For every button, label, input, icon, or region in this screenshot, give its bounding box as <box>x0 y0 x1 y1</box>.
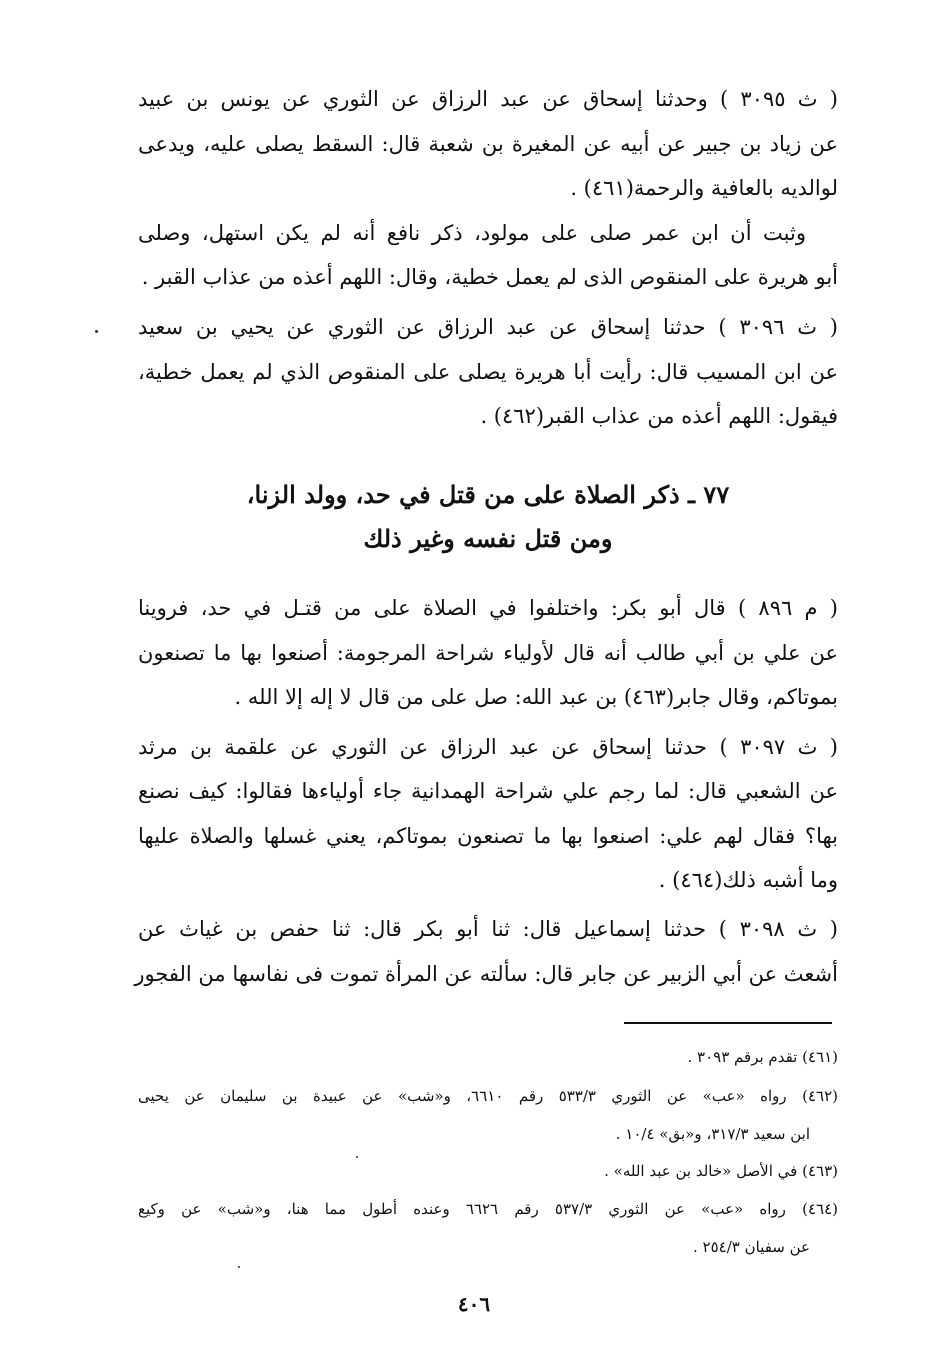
section-heading-line-1: ٧٧ ـ ذكر الصلاة على من قتل في حد، وولد الزنا، <box>246 480 730 509</box>
footnote-line: (٤٦٢) رواه «عب» عن الثوري ٥٣٣/٣ رقم ٦٦١٠، و«شب» عن عبيدة بن سليمان عن يحيى <box>138 1087 839 1105</box>
section-heading-line-2: ومن قتل نفسه وغير ذلك <box>363 524 613 553</box>
body-line: ( ث ٣٠٩٥ ) وحدثنا إسحاق عن عبد الرزاق عن الثوري عن يونس بن عبيد <box>138 87 838 111</box>
body-line: ( ث ٣٠٩٦ ) حدثنا إسحاق عن عبد الرزاق عن الثوري عن يحيي بن سعيد <box>138 315 838 339</box>
body-line: وثبت أن ابن عمر صلى على مولود، ذكر نافع أنه لم يكن استهل، وصلى <box>138 221 806 245</box>
body-line: أبو هريرة على المنقوص الذى لم يعمل خطية، وقال: اللهم أعذه من عذاب القبر . <box>141 265 838 289</box>
scan-speck <box>238 1266 240 1268</box>
body-line: أشعث عن أبي الزبير عن جابر قال: سألته عن المرأة تموت فى نفاسها من الفجور <box>134 962 838 986</box>
body-line: عن علي بن أبي طالب أنه قال لأولياء شراحة المرجومة: أصنعوا بها ما تصنعون <box>138 641 838 665</box>
footnote-line: عن سفيان ٢٥٤/٣ . <box>692 1238 810 1256</box>
scan-speck <box>95 330 98 333</box>
body-line: بموتاكم، وقال جابر(٤٦٣) بن عبد الله: صل على من قال لا إله إلا الله . <box>234 685 838 709</box>
body-line: ( ث ٣٠٩٧ ) حدثنا إسحاق عن عبد الرزاق عن الثوري عن علقمة بن مرثد <box>138 735 838 759</box>
page-number: ٤٠٦ <box>457 1292 491 1316</box>
footnote-line: (٤٦١) تقدم برقم ٣٠٩٣ . <box>687 1048 838 1066</box>
body-line: وما أشبه ذلك(٤٦٤) . <box>658 868 838 892</box>
footnote-line: (٤٦٣) في الأصل «خالد بن عبد الله» . <box>604 1162 838 1180</box>
body-line: ( م ٨٩٦ ) قال أبو بكر: واختلفوا في الصلاة على من قتـل في حد، فروينا <box>138 596 838 620</box>
footnote-separator <box>624 1022 832 1024</box>
body-line: ( ث ٣٠٩٨ ) حدثنا إسماعيل قال: ثنا أبو بكر قال: ثنا حفص بن غياث عن <box>138 917 838 941</box>
footnote-line: ابن سعيد ٣١٧/٣، و«بق» ١٠/٤ . <box>615 1125 810 1143</box>
body-line: عن الشعبي قال: لما رجم علي شراحة الهمدانية جاء أولياءها فقالوا: كيف نصنع <box>138 779 838 803</box>
body-line: فيقول: اللهم أعذه من عذاب القبر(٤٦٢) . <box>480 404 838 428</box>
body-line: لوالديه بالعافية والرحمة(٤٦١) . <box>570 176 838 200</box>
footnote-line: (٤٦٤) رواه «عب» عن الثوري ٥٣٧/٣ رقم ٦٦٢٦ وعنده أطول مما هنا، و«شب» عن وكيع <box>138 1200 838 1218</box>
scan-speck <box>356 1156 358 1158</box>
body-line: عن زياد بن جبير عن أبيه عن المغيرة بن شعبة قال: السقط يصلى عليه، ويدعى <box>138 132 838 156</box>
body-line: بها؟ فقال لهم علي: اصنعوا بها ما تصنعون بموتاكم، يعني غسلها والصلاة عليها <box>138 824 838 848</box>
body-line: عن ابن المسيب قال: رأيت أبا هريرة يصلى على المنقوص الذي لم يعمل خطية، <box>138 360 838 384</box>
